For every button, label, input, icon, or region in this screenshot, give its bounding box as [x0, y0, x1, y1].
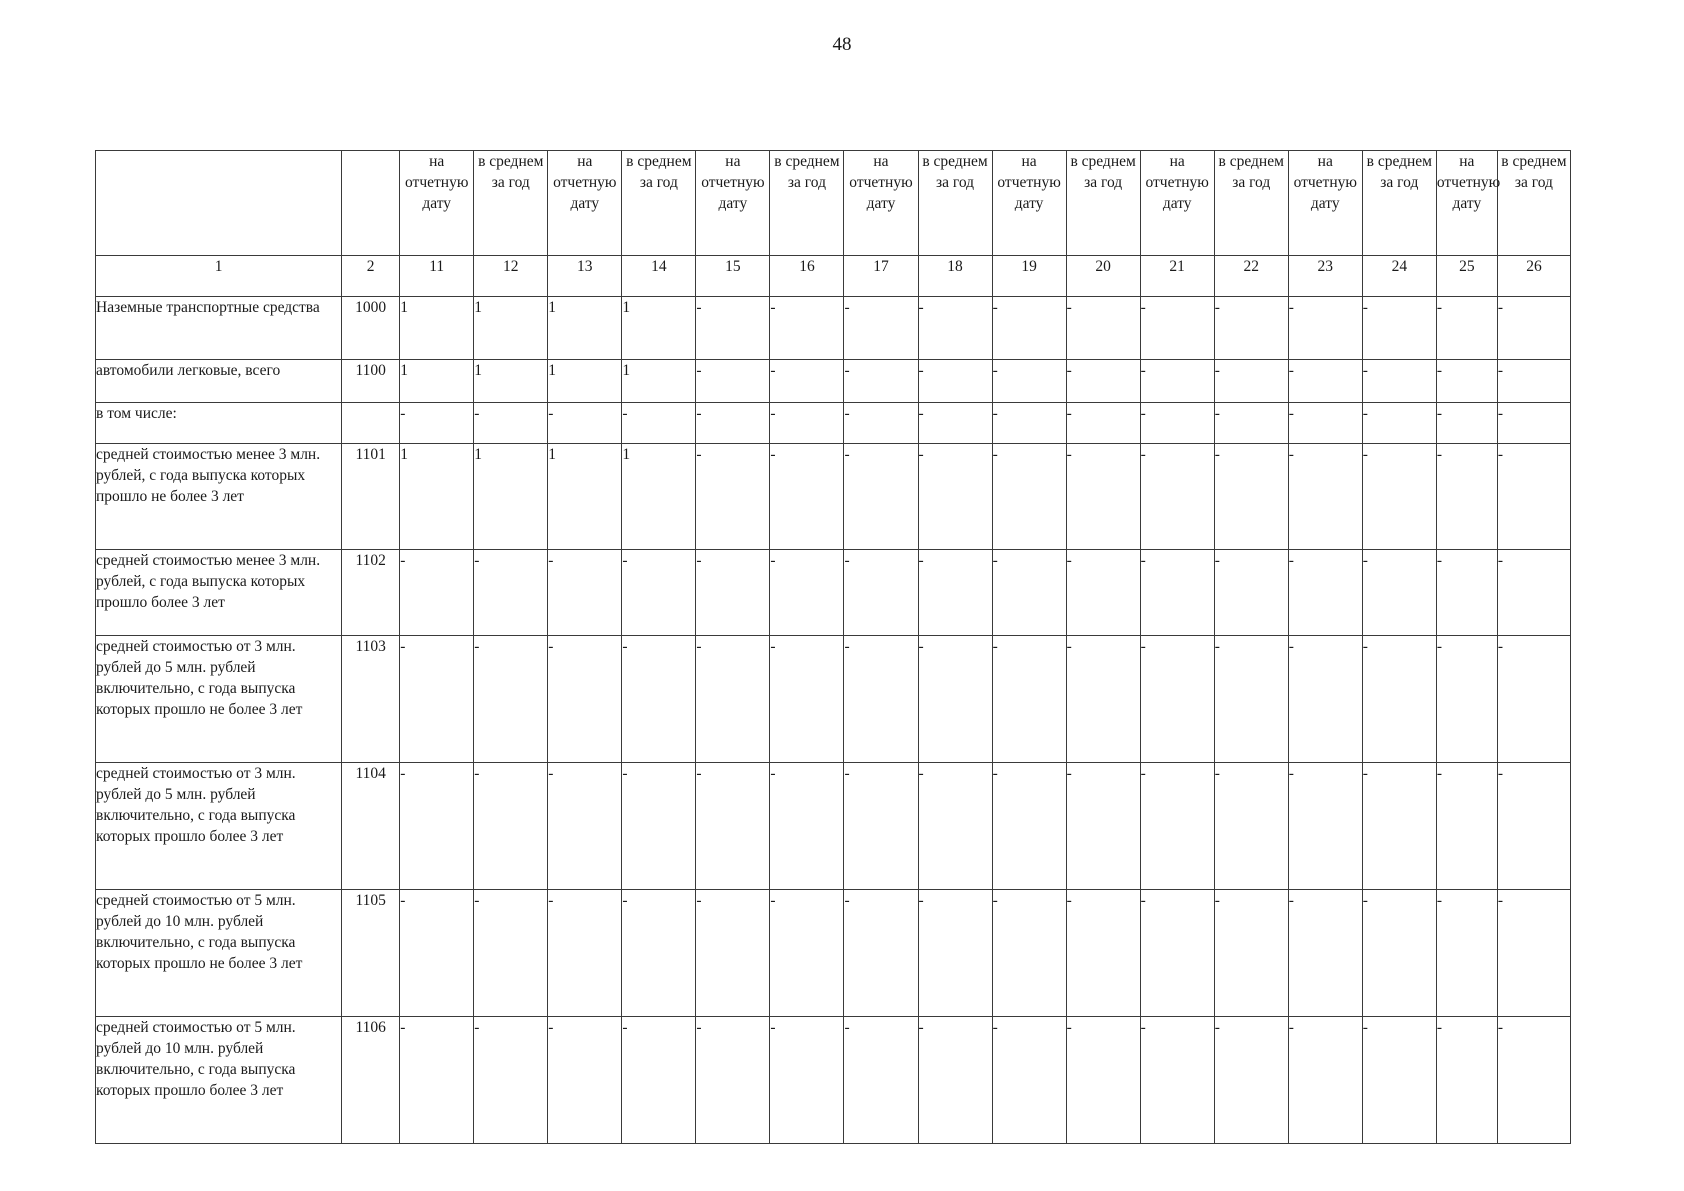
column-number: 12 [474, 256, 548, 297]
cell-value: - [918, 636, 992, 763]
cell-value: - [1436, 360, 1497, 403]
header-cell: в среднем за год [1066, 151, 1140, 256]
row-name: средней стоимостью менее 3 млн. рублей, с года выпуска которых прошло более 3 лет [96, 550, 342, 636]
cell-value: - [400, 1017, 474, 1144]
cell-value: 1 [548, 360, 622, 403]
cell-value: - [1497, 763, 1570, 890]
cell-value: - [1140, 550, 1214, 636]
cell-value: - [1362, 550, 1436, 636]
cell-value: - [696, 763, 770, 890]
row-code: 1000 [342, 297, 400, 360]
column-number: 11 [400, 256, 474, 297]
cell-value: - [400, 763, 474, 890]
cell-value: - [622, 890, 696, 1017]
row-name: автомобили легковые, всего [96, 360, 342, 403]
cell-value: - [1288, 297, 1362, 360]
cell-value: - [844, 550, 918, 636]
cell-value: - [1288, 890, 1362, 1017]
table-row [96, 550, 1571, 636]
cell-value: - [548, 1017, 622, 1144]
cell-value: - [1436, 890, 1497, 1017]
header-cell: на отчетную дату [696, 151, 770, 256]
table-row [96, 1017, 1571, 1144]
cell-value: - [548, 763, 622, 890]
cell-value: - [770, 297, 844, 360]
table-row [96, 297, 1571, 360]
column-number: 26 [1497, 256, 1570, 297]
cell-value: - [844, 403, 918, 444]
cell-value: - [1288, 636, 1362, 763]
cell-value: - [622, 403, 696, 444]
cell-value: - [1140, 636, 1214, 763]
cell-value: - [1436, 1017, 1497, 1144]
cell-value: - [548, 636, 622, 763]
header-cell: на отчетную дату [1436, 151, 1497, 256]
cell-value: - [1436, 297, 1497, 360]
table-row [96, 403, 1571, 444]
page-number: 48 [832, 34, 852, 55]
header-cell: на отчетную дату [992, 151, 1066, 256]
column-number: 14 [622, 256, 696, 297]
cell-value: - [1214, 297, 1288, 360]
cell-value: - [1140, 403, 1214, 444]
column-number: 2 [342, 256, 400, 297]
cell-value: - [1288, 550, 1362, 636]
cell-value: - [1362, 636, 1436, 763]
cell-value: - [992, 550, 1066, 636]
header-cell: в среднем за год [622, 151, 696, 256]
cell-value: - [1362, 1017, 1436, 1144]
cell-value: - [474, 550, 548, 636]
cell-value: - [1066, 890, 1140, 1017]
cell-value: - [1497, 1017, 1570, 1144]
cell-value: - [1066, 550, 1140, 636]
cell-value: - [992, 636, 1066, 763]
table-row [96, 636, 1571, 763]
cell-value: - [548, 890, 622, 1017]
row-code: 1101 [342, 444, 400, 550]
cell-value: - [1066, 297, 1140, 360]
cell-value: - [770, 360, 844, 403]
cell-value: - [696, 360, 770, 403]
column-number: 22 [1214, 256, 1288, 297]
cell-value: - [1140, 1017, 1214, 1144]
row-code: 1106 [342, 1017, 400, 1144]
header-cell: в среднем за год [770, 151, 844, 256]
cell-value: - [1362, 297, 1436, 360]
column-number: 15 [696, 256, 770, 297]
cell-value: - [1436, 444, 1497, 550]
cell-value: - [1497, 550, 1570, 636]
cell-value: - [844, 636, 918, 763]
cell-value: 1 [622, 444, 696, 550]
cell-value: - [844, 890, 918, 1017]
cell-value: - [400, 890, 474, 1017]
cell-value: - [548, 550, 622, 636]
column-number: 20 [1066, 256, 1140, 297]
header-cell: в среднем за год [1497, 151, 1570, 256]
cell-value: - [1066, 444, 1140, 550]
cell-value: - [622, 763, 696, 890]
cell-value: - [1288, 444, 1362, 550]
header-cell: на отчетную дату [400, 151, 474, 256]
cell-value: - [1214, 550, 1288, 636]
cell-value: - [1066, 360, 1140, 403]
cell-value: - [992, 444, 1066, 550]
cell-value: - [1214, 890, 1288, 1017]
cell-value: - [1214, 763, 1288, 890]
cell-value: - [770, 636, 844, 763]
cell-value: - [1497, 403, 1570, 444]
cell-value: - [474, 636, 548, 763]
cell-value: - [844, 763, 918, 890]
cell-value: - [1066, 403, 1140, 444]
cell-value: - [696, 890, 770, 1017]
cell-value: - [1066, 1017, 1140, 1144]
row-name: средней стоимостью менее 3 млн. рублей, с года выпуска которых прошло не более 3 лет [96, 444, 342, 550]
report-table [95, 150, 1571, 1144]
cell-value: - [770, 403, 844, 444]
column-number: 18 [918, 256, 992, 297]
cell-value: - [918, 297, 992, 360]
cell-value: - [918, 763, 992, 890]
cell-value: - [1362, 890, 1436, 1017]
cell-value: 1 [474, 297, 548, 360]
column-number: 13 [548, 256, 622, 297]
cell-value: - [918, 403, 992, 444]
row-code: 1100 [342, 360, 400, 403]
table-row [96, 444, 1571, 550]
cell-value: - [1362, 763, 1436, 890]
cell-value: - [1140, 890, 1214, 1017]
cell-value: 1 [400, 444, 474, 550]
row-name: средней стоимостью от 3 млн. рублей до 5 млн. рублей включительно, с года выпуска которых прошло более 3 лет [96, 763, 342, 890]
cell-value: 1 [622, 297, 696, 360]
cell-value: - [992, 403, 1066, 444]
table-row [96, 763, 1571, 890]
cell-value: - [844, 360, 918, 403]
cell-value: 1 [548, 444, 622, 550]
row-code: 1105 [342, 890, 400, 1017]
cell-value: - [770, 550, 844, 636]
header-cell: в среднем за год [1362, 151, 1436, 256]
header-cell [342, 151, 400, 256]
row-name: средней стоимостью от 3 млн. рублей до 5 млн. рублей включительно, с года выпуска которых прошло не более 3 лет [96, 636, 342, 763]
cell-value: - [696, 636, 770, 763]
cell-value: - [1436, 550, 1497, 636]
cell-value: - [1288, 763, 1362, 890]
cell-value: - [1497, 636, 1570, 763]
cell-value: - [918, 360, 992, 403]
cell-value: - [770, 1017, 844, 1144]
cell-value: - [1214, 403, 1288, 444]
header-cell: на отчетную дату [1288, 151, 1362, 256]
cell-value: 1 [400, 360, 474, 403]
cell-value: - [474, 890, 548, 1017]
cell-value: - [844, 297, 918, 360]
header-cell [96, 151, 342, 256]
header-cell: в среднем за год [474, 151, 548, 256]
cell-value: - [1140, 763, 1214, 890]
cell-value: - [918, 444, 992, 550]
cell-value: - [1140, 297, 1214, 360]
column-number: 25 [1436, 256, 1497, 297]
row-code [342, 403, 400, 444]
cell-value: - [844, 444, 918, 550]
cell-value: - [770, 444, 844, 550]
column-number: 24 [1362, 256, 1436, 297]
cell-value: - [1497, 297, 1570, 360]
column-number: 17 [844, 256, 918, 297]
header-cell: на отчетную дату [548, 151, 622, 256]
cell-value: - [1288, 360, 1362, 403]
cell-value: - [992, 1017, 1066, 1144]
header-cell: в среднем за год [1214, 151, 1288, 256]
row-name: средней стоимостью от 5 млн. рублей до 10 млн. рублей включительно, с года выпуска которых прошло более 3 лет [96, 1017, 342, 1144]
column-number-row [96, 256, 1571, 297]
cell-value: - [696, 403, 770, 444]
cell-value: - [1362, 444, 1436, 550]
row-code: 1102 [342, 550, 400, 636]
row-code: 1103 [342, 636, 400, 763]
cell-value: - [918, 550, 992, 636]
cell-value: - [918, 1017, 992, 1144]
column-number: 23 [1288, 256, 1362, 297]
cell-value: - [696, 444, 770, 550]
cell-value: - [1214, 636, 1288, 763]
cell-value: - [400, 550, 474, 636]
cell-value: - [1436, 636, 1497, 763]
cell-value: 1 [474, 360, 548, 403]
cell-value: - [696, 297, 770, 360]
cell-value: - [992, 360, 1066, 403]
column-number: 1 [96, 256, 342, 297]
cell-value: - [770, 763, 844, 890]
cell-value: - [622, 550, 696, 636]
cell-value: - [1066, 763, 1140, 890]
cell-value: - [770, 890, 844, 1017]
cell-value: - [992, 890, 1066, 1017]
cell-value: - [1214, 1017, 1288, 1144]
cell-value: 1 [474, 444, 548, 550]
row-name: Наземные транспортные средства [96, 297, 342, 360]
cell-value: - [548, 403, 622, 444]
cell-value: - [622, 1017, 696, 1144]
cell-value: - [992, 297, 1066, 360]
cell-value: - [474, 403, 548, 444]
cell-value: 1 [548, 297, 622, 360]
cell-value: - [1140, 360, 1214, 403]
cell-value: 1 [622, 360, 696, 403]
cell-value: - [918, 890, 992, 1017]
cell-value: - [1497, 444, 1570, 550]
cell-value: - [844, 1017, 918, 1144]
cell-value: - [1214, 360, 1288, 403]
column-number: 21 [1140, 256, 1214, 297]
cell-value: 1 [400, 297, 474, 360]
cell-value: - [696, 1017, 770, 1144]
cell-value: - [992, 763, 1066, 890]
header-cell: на отчетную дату [1140, 151, 1214, 256]
cell-value: - [1362, 403, 1436, 444]
header-cell: на отчетную дату [844, 151, 918, 256]
header-row [96, 151, 1571, 256]
cell-value: - [474, 1017, 548, 1144]
row-code: 1104 [342, 763, 400, 890]
header-cell: в среднем за год [918, 151, 992, 256]
row-name: в том числе: [96, 403, 342, 444]
cell-value: - [1362, 360, 1436, 403]
cell-value: - [1497, 360, 1570, 403]
cell-value: - [1288, 403, 1362, 444]
table-row [96, 360, 1571, 403]
cell-value: - [474, 763, 548, 890]
cell-value: - [400, 403, 474, 444]
cell-value: - [1066, 636, 1140, 763]
column-number: 16 [770, 256, 844, 297]
cell-value: - [1497, 890, 1570, 1017]
cell-value: - [622, 636, 696, 763]
cell-value: - [1140, 444, 1214, 550]
cell-value: - [1436, 403, 1497, 444]
cell-value: - [1288, 1017, 1362, 1144]
row-name: средней стоимостью от 5 млн. рублей до 10 млн. рублей включительно, с года выпуска которых прошло не более 3 лет [96, 890, 342, 1017]
cell-value: - [400, 636, 474, 763]
cell-value: - [1436, 763, 1497, 890]
cell-value: - [696, 550, 770, 636]
column-number: 19 [992, 256, 1066, 297]
table-row [96, 890, 1571, 1017]
cell-value: - [1214, 444, 1288, 550]
